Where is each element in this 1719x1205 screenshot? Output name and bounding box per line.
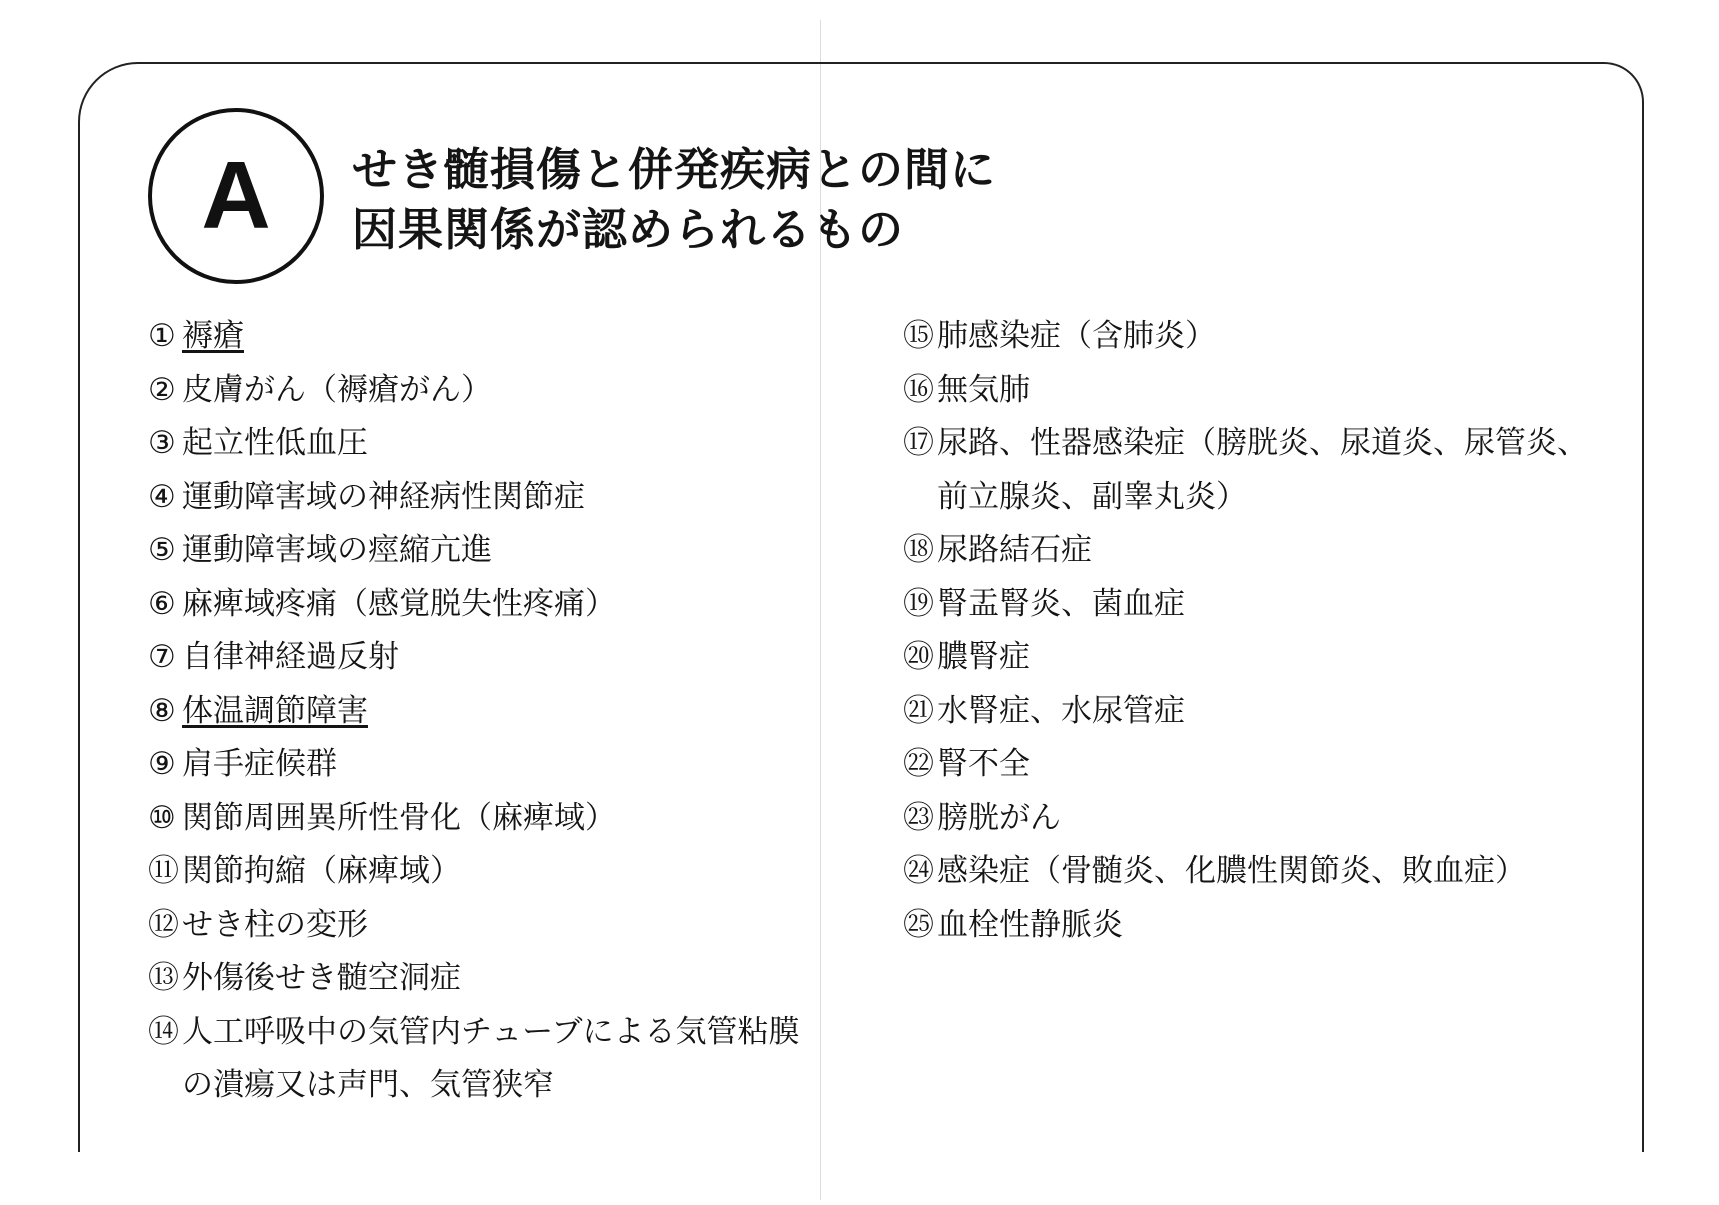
list-item <box>903 417 1603 524</box>
item-number: ㉔ <box>903 853 934 889</box>
left-condition-list <box>148 310 828 1113</box>
item-number: ⑳ <box>903 639 934 675</box>
item-number: ③ <box>148 425 176 461</box>
item-number: ⑱ <box>903 532 934 568</box>
list-item <box>903 685 1603 739</box>
list-item <box>148 952 828 1006</box>
item-number: ⑩ <box>148 799 176 836</box>
heading-line-2: 因果関係が認められるもの <box>352 203 905 256</box>
item-text: 自律神経過反射 <box>182 639 399 675</box>
item-number: ⑦ <box>148 639 176 675</box>
list-item <box>148 685 828 739</box>
item-text: 関節周囲異所性骨化（麻痺域） <box>182 799 616 836</box>
item-text: 体温調節障害 <box>182 692 368 729</box>
item-number: ⑧ <box>148 692 176 729</box>
item-number: ㉓ <box>903 799 934 836</box>
item-text: 外傷後せき髄空洞症 <box>182 960 461 996</box>
item-text: 運動障害域の痙縮亢進 <box>182 532 492 568</box>
item-number: ⑤ <box>148 532 176 568</box>
list-item <box>148 471 828 525</box>
list-item <box>903 631 1603 685</box>
item-text: 感染症（骨髄炎、化膿性関節炎、敗血症） <box>937 853 1526 889</box>
list-item <box>148 364 828 418</box>
item-text: 人工呼吸中の気管内チューブによる気管粘膜の潰瘍又は声門、気管狭窄 <box>182 1013 800 1103</box>
item-number: ⑯ <box>903 371 934 408</box>
list-item <box>148 738 828 792</box>
list-item <box>148 845 828 899</box>
item-text: 麻痺域疼痛（感覚脱失性疼痛） <box>182 585 616 622</box>
list-item <box>903 738 1603 792</box>
item-number: ㉕ <box>903 906 934 943</box>
list-item <box>903 792 1603 846</box>
list-item <box>148 631 828 685</box>
item-number: ⑫ <box>148 906 179 943</box>
item-number: ⑲ <box>903 585 934 622</box>
item-text: 尿路結石症 <box>937 532 1092 568</box>
list-item <box>148 1006 828 1113</box>
item-text: 肩手症候群 <box>182 746 337 782</box>
item-number: ② <box>148 371 176 408</box>
item-number: ④ <box>148 478 176 515</box>
item-number: ㉒ <box>903 746 934 782</box>
item-text: 運動障害域の神経病性関節症 <box>182 478 585 515</box>
section-heading <box>352 140 1252 260</box>
item-text: 腎不全 <box>937 746 1030 782</box>
item-text: 尿路、性器感染症（膀胱炎、尿道炎、尿管炎、前立腺炎、副睾丸炎） <box>937 425 1588 515</box>
item-number: ⑮ <box>903 318 934 354</box>
list-item <box>148 417 828 471</box>
item-text: 肺感染症（含肺炎） <box>937 318 1216 354</box>
item-number: ⑪ <box>148 853 179 889</box>
item-text: 水腎症、水尿管症 <box>937 692 1185 729</box>
item-number: ⑭ <box>148 1013 179 1050</box>
item-text: 皮膚がん（褥瘡がん） <box>182 371 492 408</box>
list-item <box>148 524 828 578</box>
item-text: 関節拘縮（麻痺域） <box>182 853 461 889</box>
item-text: 血栓性静脈炎 <box>937 906 1123 943</box>
item-number: ⑨ <box>148 746 176 782</box>
section-letter: A <box>201 142 271 249</box>
heading-line-1: せき髄損傷と併発疾病との間に <box>352 143 997 196</box>
item-text: 褥瘡 <box>182 318 244 354</box>
right-condition-list <box>903 310 1603 952</box>
list-item <box>148 578 828 632</box>
list-item <box>148 310 828 364</box>
item-text: 腎盂腎炎、菌血症 <box>937 585 1185 622</box>
section-badge <box>148 108 324 284</box>
item-number: ① <box>148 318 176 354</box>
list-item <box>903 364 1603 418</box>
item-text: 膀胱がん <box>937 799 1061 836</box>
list-item <box>148 899 828 953</box>
item-number: ⑥ <box>148 585 176 622</box>
list-item <box>903 578 1603 632</box>
item-text: 無気肺 <box>937 371 1030 408</box>
item-number: ㉑ <box>903 692 934 729</box>
item-text: せき柱の変形 <box>182 906 368 943</box>
list-item <box>903 524 1603 578</box>
item-number: ⑰ <box>903 425 934 461</box>
list-item <box>903 310 1603 364</box>
list-item <box>903 899 1603 953</box>
item-text: 起立性低血圧 <box>182 425 368 461</box>
item-number: ⑬ <box>148 960 179 996</box>
list-item <box>903 845 1603 899</box>
list-item <box>148 792 828 846</box>
item-text: 膿腎症 <box>937 639 1030 675</box>
